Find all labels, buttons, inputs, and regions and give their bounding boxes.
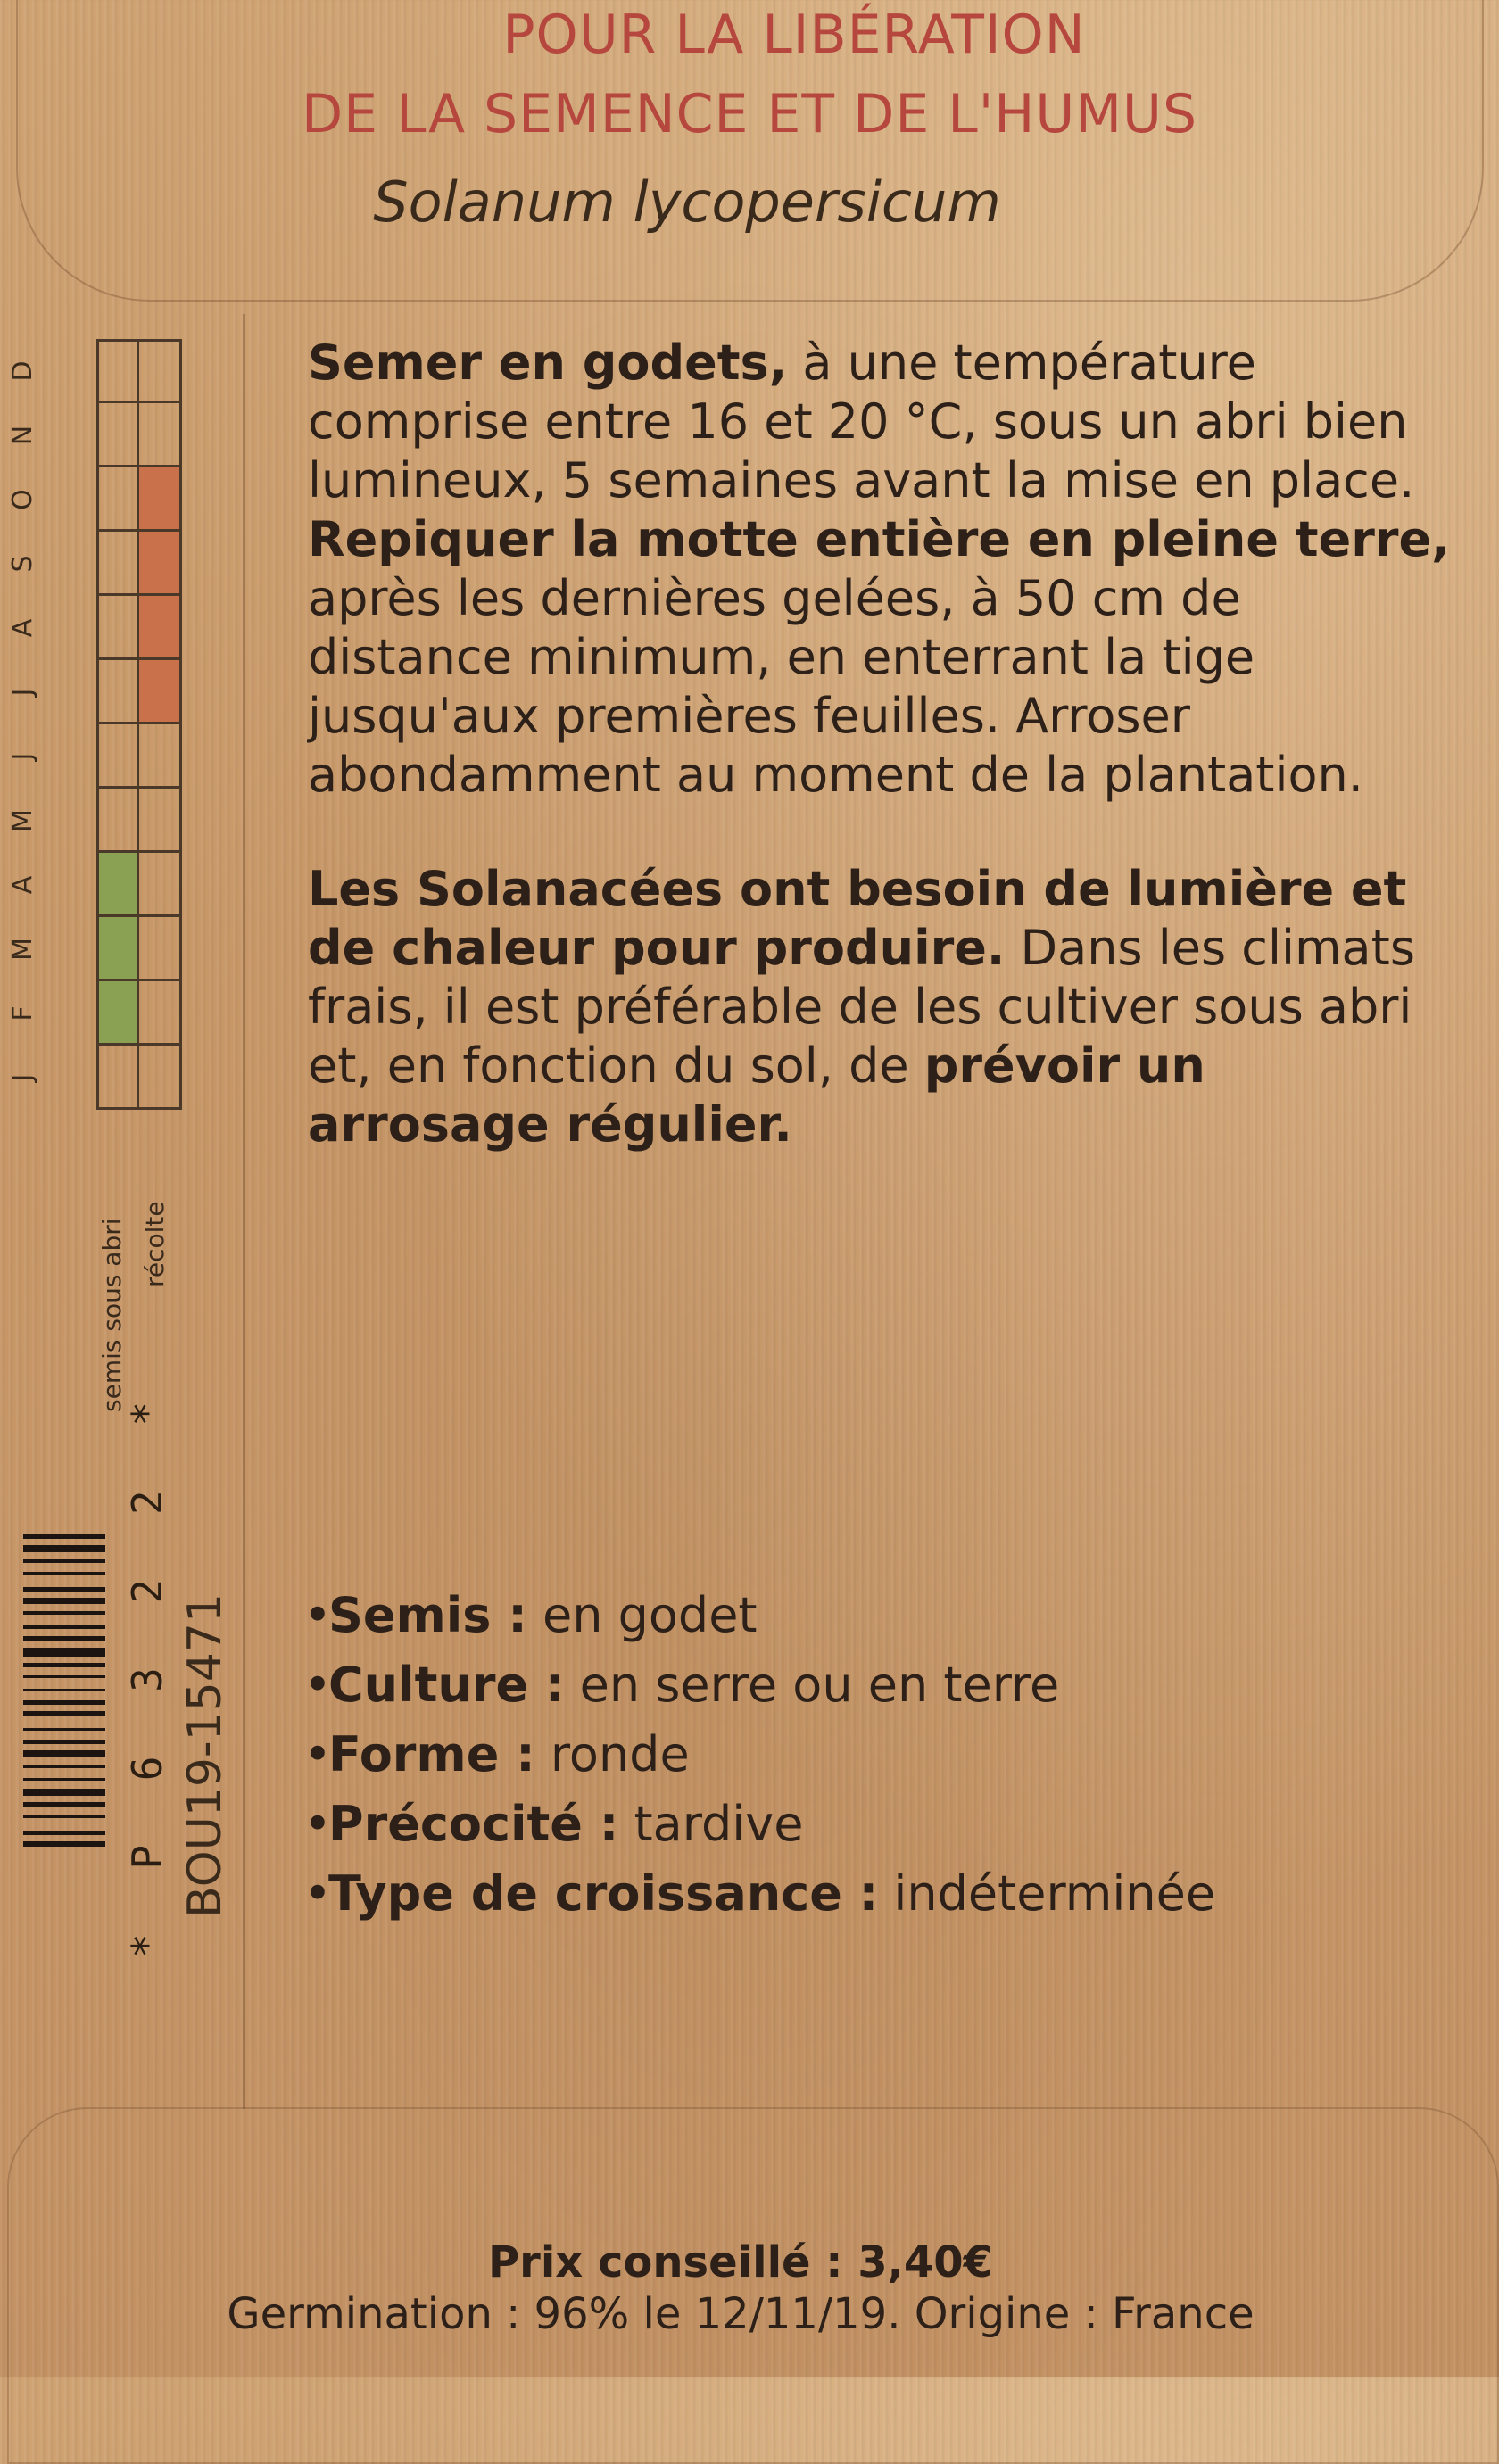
barcode-bar bbox=[23, 1815, 105, 1818]
property-label: Culture : bbox=[328, 1657, 565, 1713]
calendar-row bbox=[7, 853, 182, 917]
barcode-bar bbox=[23, 1625, 105, 1630]
barcode-bar bbox=[23, 1841, 105, 1847]
instruction-sow-godets: Semer en godets, bbox=[308, 335, 788, 391]
barcode-bar bbox=[23, 1587, 105, 1592]
barcode-bar bbox=[23, 1711, 105, 1716]
barcode-bar bbox=[23, 1750, 105, 1757]
month-label: S bbox=[7, 555, 38, 573]
sowing-calendar bbox=[7, 339, 182, 1110]
month-label: J bbox=[7, 1073, 38, 1082]
calendar-cell-semis bbox=[96, 339, 139, 403]
property-label: Type de croissance : bbox=[328, 1865, 879, 1922]
month-label: A bbox=[7, 875, 38, 895]
species-name: Solanum lycopersicum bbox=[373, 170, 1001, 235]
vertical-divider bbox=[243, 314, 245, 2109]
month-label: A bbox=[7, 618, 38, 638]
calendar-cell-recolte bbox=[139, 596, 182, 660]
legend-recolte: récolte bbox=[140, 1201, 170, 1287]
barcode-bar bbox=[23, 1765, 105, 1768]
month-label: D bbox=[7, 360, 38, 382]
barcode-bar bbox=[23, 1559, 105, 1563]
month-label: F bbox=[7, 1005, 38, 1021]
properties-list bbox=[303, 1581, 1463, 1929]
slogan-line-2: DE LA SEMENCE ET DE L'HUMUS bbox=[301, 83, 1198, 145]
calendar-cell-semis bbox=[96, 467, 139, 532]
calendar-row bbox=[7, 403, 182, 467]
barcode-bar bbox=[23, 1675, 105, 1678]
barcode-bar bbox=[23, 1689, 105, 1691]
barcode-bar bbox=[23, 1545, 105, 1552]
instruction-text: Dans les climats frais, il est préférable de les cultiver sous abri et, en fonction du sol, de bbox=[308, 920, 1415, 1094]
barcode-bar bbox=[23, 1648, 105, 1657]
property-label: Semis : bbox=[328, 1587, 527, 1643]
calendar-legend bbox=[97, 1124, 186, 1412]
calendar-cell-semis bbox=[96, 981, 139, 1046]
property-item bbox=[303, 1720, 1463, 1790]
barcode-bar bbox=[23, 1611, 105, 1614]
property-label: Forme : bbox=[328, 1726, 535, 1782]
calendar-cell-recolte bbox=[139, 981, 182, 1046]
lot-code: BOU19-15471 bbox=[178, 1592, 232, 1918]
instructions-paragraph-1 bbox=[308, 334, 1459, 805]
property-item bbox=[303, 1859, 1463, 1929]
calendar-row bbox=[7, 467, 182, 532]
calendar-cell-recolte bbox=[139, 403, 182, 467]
barcode-bar bbox=[23, 1636, 105, 1641]
calendar-row bbox=[7, 660, 182, 724]
instruction-transplant: Repiquer la motte entière en pleine terre, bbox=[308, 511, 1450, 567]
calendar-cell-semis bbox=[96, 596, 139, 660]
barcode-bar bbox=[23, 1802, 105, 1807]
barcode-bar bbox=[23, 1534, 105, 1539]
barcode-bar bbox=[23, 1740, 105, 1744]
barcode-bar bbox=[23, 1789, 105, 1796]
legend-semis-sous-abri: semis sous abri bbox=[97, 1218, 127, 1412]
calendar-cell-semis bbox=[96, 853, 139, 917]
bullet-icon: • bbox=[303, 1796, 332, 1852]
calendar-cell-semis bbox=[96, 403, 139, 467]
suggested-price: Prix conseillé : 3,40€ bbox=[487, 2237, 994, 2287]
calendar-row bbox=[7, 724, 182, 789]
calendar-cell-recolte bbox=[139, 853, 182, 917]
instructions-paragraph-2 bbox=[308, 860, 1459, 1154]
slogan-line-1: POUR LA LIBÉRATION bbox=[502, 4, 1086, 66]
calendar-cell-semis bbox=[96, 789, 139, 853]
calendar-row bbox=[7, 339, 182, 403]
barcode-bar bbox=[23, 1831, 105, 1835]
calendar-row bbox=[7, 596, 182, 660]
instruction-solanacees: Les Solanacées ont besoin de lumière et de chaleur pour produire. bbox=[308, 861, 1407, 976]
property-item bbox=[303, 1790, 1463, 1859]
instruction-text: à une température comprise entre 16 et 20 °C, sous un abri bien lumineux, 5 semaines avant la mise en place. bbox=[308, 335, 1415, 509]
property-item bbox=[303, 1581, 1463, 1650]
calendar-cell-recolte bbox=[139, 1046, 182, 1110]
property-item bbox=[303, 1650, 1463, 1720]
calendar-cell-semis bbox=[96, 660, 139, 724]
property-value: tardive bbox=[618, 1796, 804, 1852]
month-label: M bbox=[7, 809, 38, 832]
instruction-text: après les dernières gelées, à 50 cm de distance minimum, en enterrant la tige jusqu'aux premières feuilles. Arroser abondamment au moment de la plantation. bbox=[308, 570, 1363, 803]
calendar-cell-semis bbox=[96, 917, 139, 981]
calendar-cell-semis bbox=[96, 1046, 139, 1110]
calendar-cell-recolte bbox=[139, 339, 182, 403]
barcode bbox=[23, 1534, 109, 1963]
calendar-cell-recolte bbox=[139, 917, 182, 981]
calendar-row bbox=[7, 981, 182, 1046]
month-label: J bbox=[7, 688, 38, 697]
bullet-icon: • bbox=[303, 1726, 332, 1782]
calendar-cell-semis bbox=[96, 724, 139, 789]
calendar-cell-recolte bbox=[139, 660, 182, 724]
calendar-row bbox=[7, 532, 182, 596]
barcode-bar bbox=[23, 1663, 105, 1667]
calendar-row bbox=[7, 1046, 182, 1110]
month-label: M bbox=[7, 938, 38, 961]
calendar-cell-semis bbox=[96, 532, 139, 596]
barcode-bar bbox=[23, 1778, 105, 1781]
property-value: en serre ou en terre bbox=[564, 1657, 1060, 1713]
bullet-icon: • bbox=[303, 1587, 332, 1643]
barcode-bar bbox=[23, 1700, 105, 1705]
calendar-cell-recolte bbox=[139, 724, 182, 789]
month-label: N bbox=[7, 425, 38, 446]
calendar-row bbox=[7, 917, 182, 981]
growing-instructions bbox=[308, 334, 1459, 1154]
property-value: indéterminée bbox=[878, 1865, 1216, 1922]
property-value: en godet bbox=[526, 1587, 758, 1643]
month-label: O bbox=[7, 489, 38, 510]
bullet-icon: • bbox=[303, 1865, 332, 1922]
calendar-cell-recolte bbox=[139, 532, 182, 596]
barcode-bar bbox=[23, 1572, 105, 1575]
month-label: J bbox=[7, 752, 38, 761]
barcode-bar bbox=[23, 1728, 105, 1731]
calendar-row bbox=[7, 789, 182, 853]
property-value: ronde bbox=[534, 1726, 690, 1782]
barcode-digits: * P 6 3 2 2 * bbox=[123, 1381, 171, 1958]
calendar-cell-recolte bbox=[139, 467, 182, 532]
property-label: Précocité : bbox=[328, 1796, 619, 1852]
bullet-icon: • bbox=[303, 1657, 332, 1713]
calendar-cell-recolte bbox=[139, 789, 182, 853]
germination-origin: Germination : 96% le 12/11/19. Origine : France bbox=[227, 2289, 1255, 2339]
instruction-watering: prévoir un arrosage régulier. bbox=[308, 1038, 1205, 1153]
barcode-bar bbox=[23, 1598, 105, 1603]
